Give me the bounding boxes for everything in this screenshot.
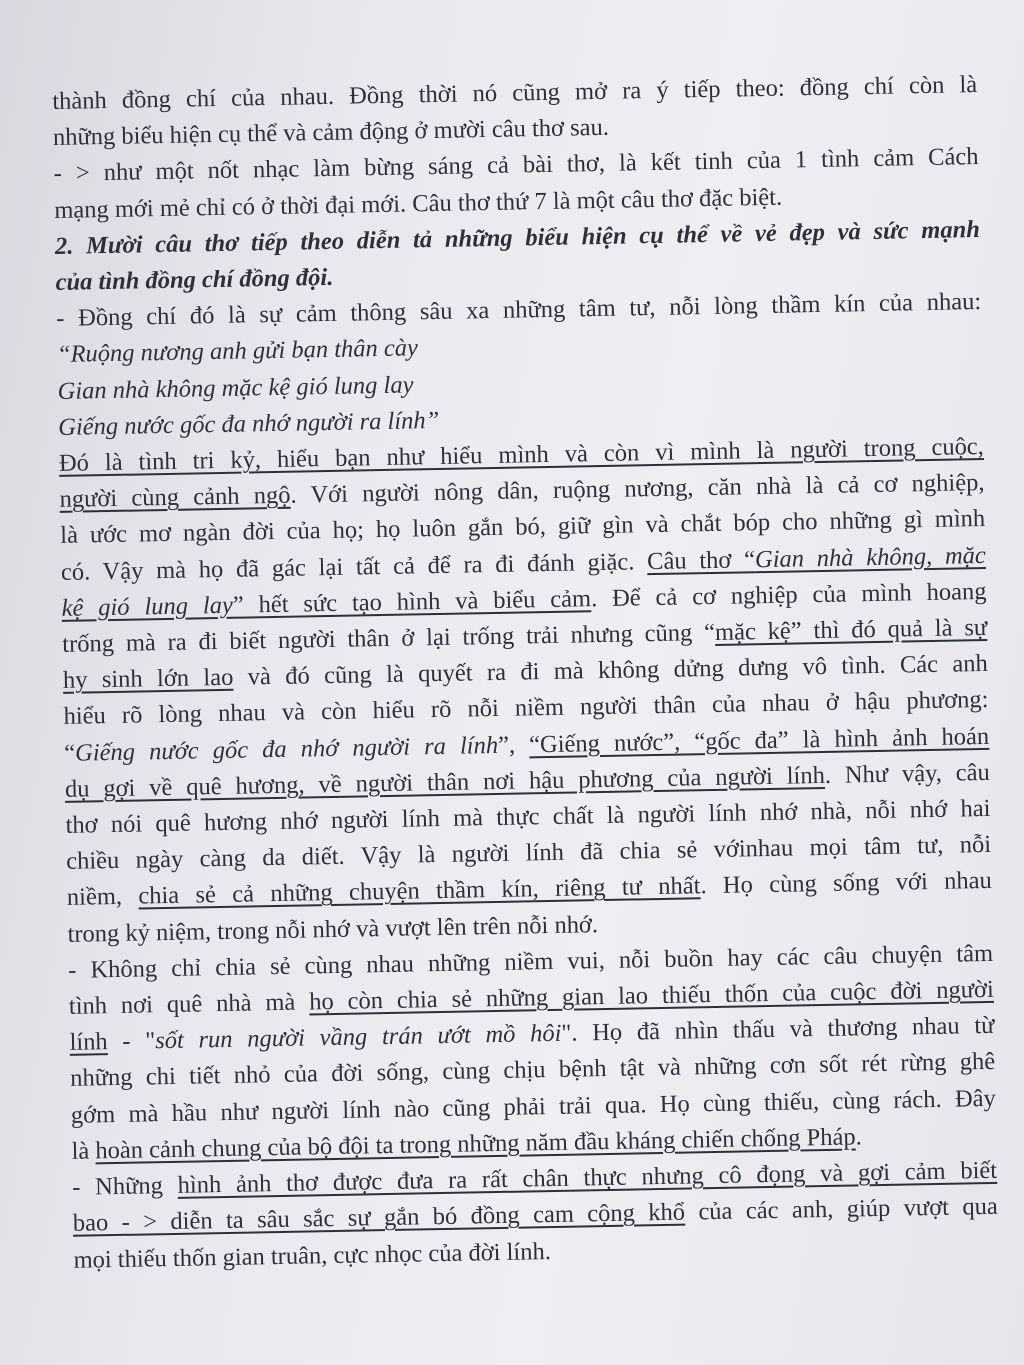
text-run: và đó cũng là quyết ra đi mà không dửng dưng vô tình. Các anh	[233, 650, 989, 692]
text-run: tình nơi quê nhà mà	[68, 988, 310, 1020]
underlined-run: bao - > diễn ta sâu sắc sự gắn bó đồng cam cộng khổ	[72, 1198, 686, 1238]
underlined-run: lính	[69, 1028, 108, 1057]
text-run: của các anh, giúp vượt qua	[684, 1193, 998, 1226]
text-run: - > như một nốt nhạc làm bừng sáng cả bài thơ, là kết tinh của 1 tình cảm Cách	[53, 143, 979, 188]
underlined-run: họ còn chia sẻ những gian lao thiếu thốn của cuộc đời người	[308, 975, 994, 1016]
text-run: những chi tiết nhỏ của đời sống, cùng chịu bệnh tật và những cơn sốt rét rừng ghê	[69, 1048, 996, 1093]
text-run: là ước mơ ngàn đời của họ; họ luôn gắn bó, giữ gìn và chắt bóp cho những gì mình	[60, 505, 986, 550]
text-run: . Như vậy, câu	[824, 758, 991, 789]
underlined-run: hoàn cảnh chung của bộ đội ta trong những năm đầu kháng chiến chống Pháp	[95, 1123, 856, 1165]
underlined-run	[61, 585, 591, 622]
text-run: mọi thiếu thốn gian truân, cực nhọc của đời lính.	[73, 1237, 552, 1274]
text-run: Câu thơ “	[646, 545, 756, 575]
text-run: trống mà ra đi biết người thân ở lại trống trải nhưng cũng “	[62, 618, 716, 658]
text-run: .	[855, 1123, 862, 1151]
text-run: hiểu rõ lòng nhau và còn hiểu rõ nỗi niềm người thân của nhau ở hậu phương:	[63, 686, 989, 731]
text-run: 2. Mười câu thơ tiếp theo diễn tả những biểu hiện cụ thể về vẻ đẹp và sức mạnh	[54, 215, 981, 260]
text-run: - Đồng chí đó là sự cảm thông sâu xa những tâm tư, nỗi lòng thầm kín của nhau:	[56, 288, 982, 333]
text-run: ”,	[497, 731, 530, 759]
text-run: những biểu hiện cụ thể và cảm động ở mười câu thơ sau.	[52, 114, 610, 152]
text-run: - Những	[71, 1171, 178, 1201]
text-run: “Ruộng nương anh gửi bạn thân cày	[56, 334, 419, 369]
text-run: của tình đồng chí đồng đội.	[55, 263, 334, 296]
underlined-run: mặc kệ” thì đó quả là sự	[714, 614, 988, 646]
underlined-run: hy sinh lớn lao	[62, 664, 234, 695]
text-run: - "	[107, 1027, 156, 1056]
text-run: Giếng nước gốc đa nhớ người ra lính”	[58, 406, 440, 441]
text-run: niềm,	[66, 883, 139, 912]
underlined-run	[647, 542, 986, 575]
italic-run: sốt run người vầng trán ướt mồ hôi	[154, 1020, 562, 1055]
italic-run: kệ gió lung lay	[61, 591, 234, 622]
underlined-run: chia sẻ cả những chuyện thầm kín, riêng tư nhất	[138, 872, 701, 911]
text-run: - Không chỉ chia sẻ cùng nhau những niềm vui, nỗi buồn hay các câu chuyện tâm	[67, 939, 994, 984]
text-run: ” hết sức tạo hình và biểu cảm	[232, 585, 592, 619]
text-run: “	[64, 739, 76, 767]
text-run: có. Vậy mà họ đã gác lại tất cả để ra đi đánh giặc.	[60, 547, 648, 586]
text-run: . Để cả cơ nghiệp của mình hoang	[590, 577, 987, 613]
italic-run: Gian nhà không, mặc	[754, 541, 987, 573]
text-run: thành đồng chí của nhau. Đồng thời nó cũng mở ra ý tiếp theo: đồng chí còn là	[52, 71, 978, 115]
underlined-run: Đó là tình tri kỷ, hiểu bạn như hiểu mình và còn vì mình là người trong cuộc,	[58, 433, 985, 477]
text-run: chiều ngày càng da diết. Vậy là người lính đã chia sẻ vớinhau mọi tâm tư, nỗi	[66, 831, 992, 876]
text-run: . Họ cùng sống với nhau	[700, 867, 992, 900]
text-run: Gian nhà không mặc kệ gió lung lay	[57, 371, 414, 405]
underlined-run: người cùng cảnh ngộ	[59, 481, 291, 514]
text-run: mạng mới mẻ chỉ có ở thời đại mới. Câu thơ thứ 7 là một câu thơ đặc biệt.	[54, 183, 783, 224]
underlined-run: dụ gợi về quê hương, về người thân nơi hậu phương của người lính	[64, 761, 826, 803]
text-run: trong kỷ niệm, trong nỗi nhớ và vượt lên trên nỗi nhớ.	[67, 910, 599, 948]
document-text	[52, 67, 999, 1278]
underlined-run: hình ảnh thơ được đưa ra rất chân thực nhưng cô đọng và gợi cảm biết	[177, 1156, 998, 1199]
italic-run: Giếng nước gốc đa nhớ người ra lính	[74, 731, 499, 767]
text-run: thơ nói quê hương nhớ người lính mà thực chất là người lính nhớ nhà, nỗi nhớ hai	[65, 794, 991, 839]
text-run: gớm mà hầu như người lính nào cũng phải trải qua. Họ cùng thiếu, cùng rách. Đây	[70, 1084, 996, 1129]
text-run: ". Họ đã nhìn thấu và thương nhau từ	[561, 1012, 995, 1048]
underlined-run: “Giếng nước”, “gốc đa” là hình ảnh hoán	[528, 722, 990, 759]
text-run: là	[71, 1137, 96, 1165]
text-run: . Với người nông dân, ruộng nương, căn nhà là cả cơ nghiệp,	[290, 469, 985, 509]
